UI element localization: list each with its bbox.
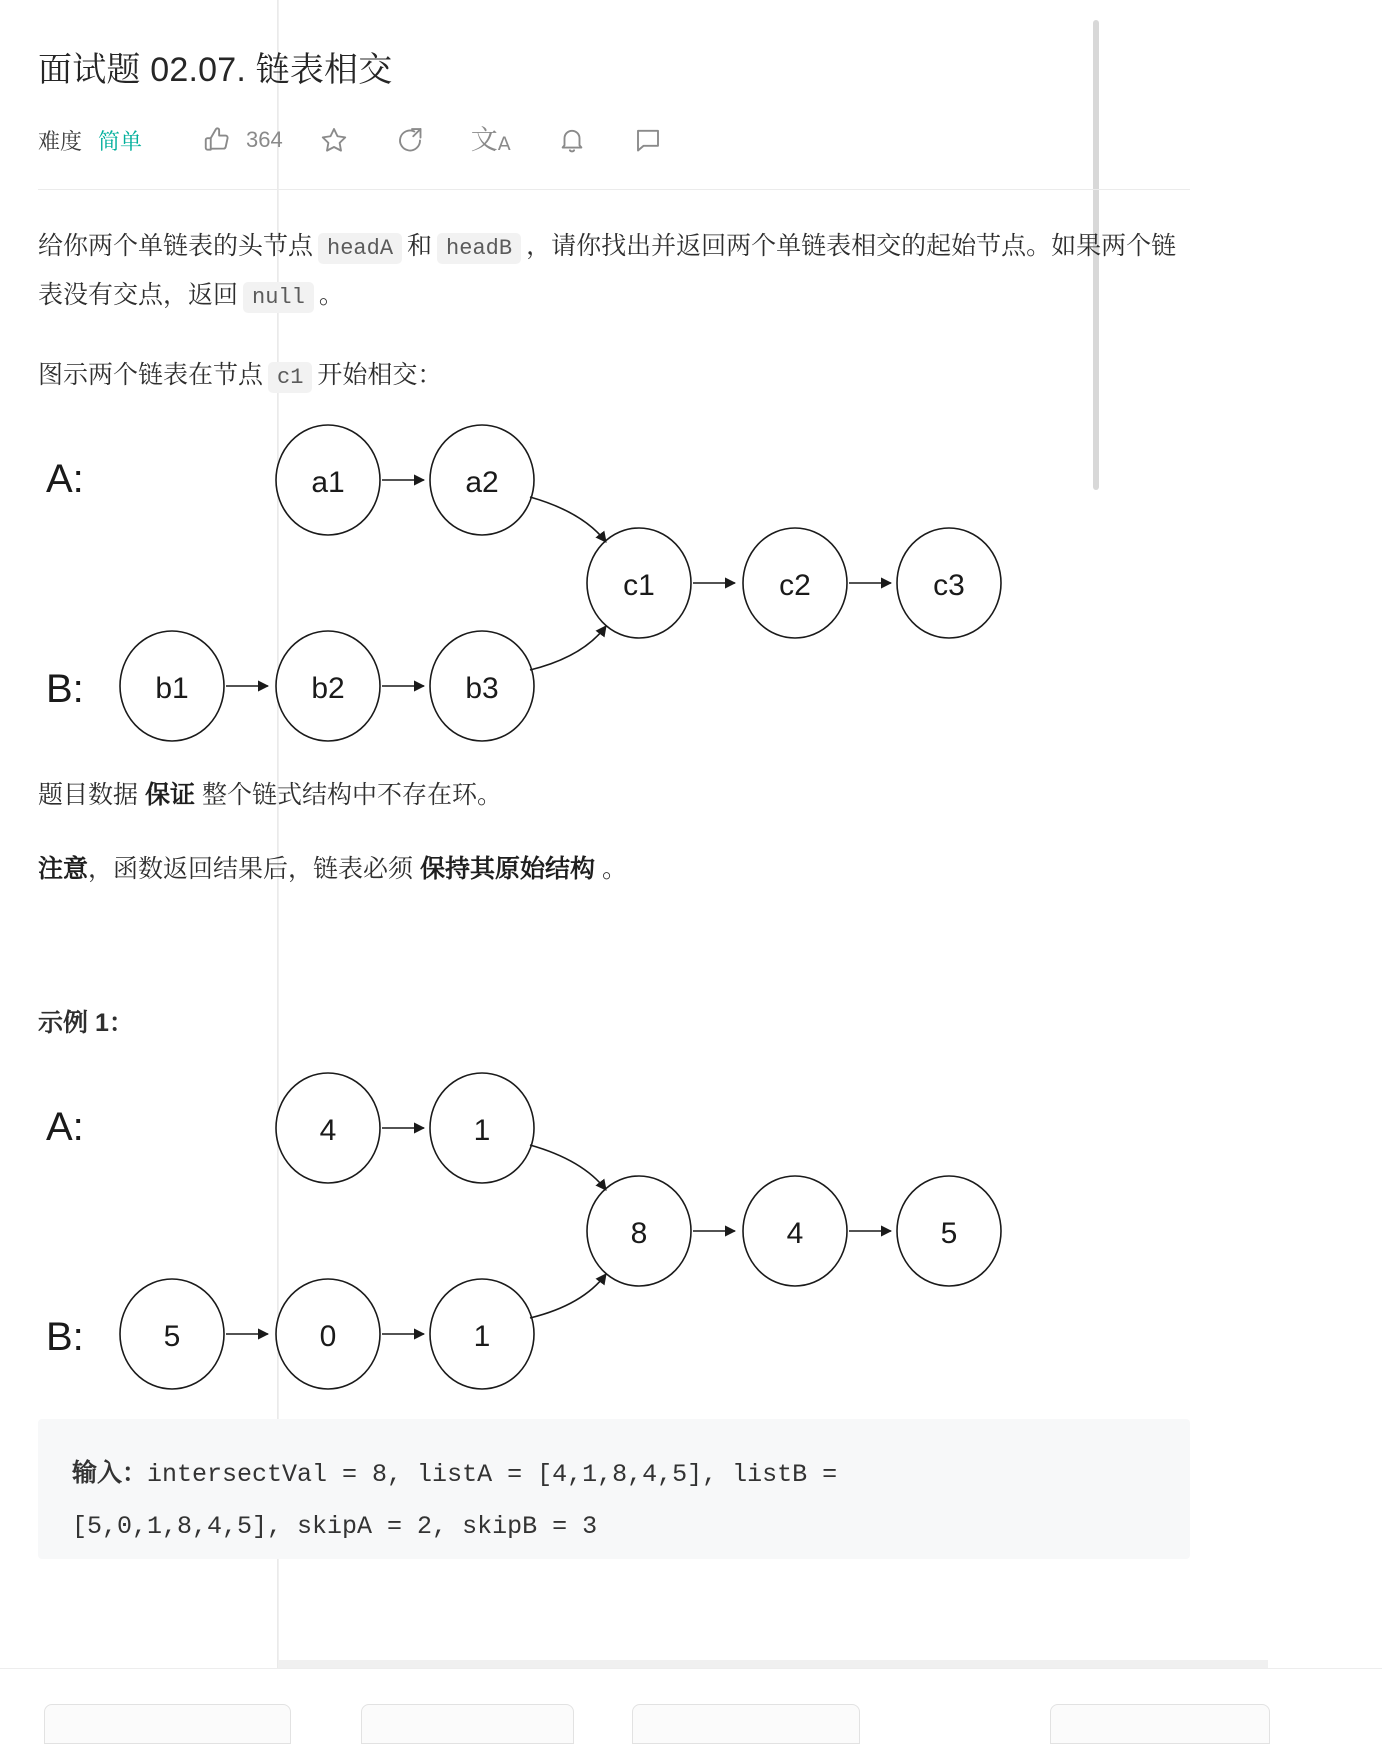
feedback-icon xyxy=(633,125,663,155)
bottom-tab-1[interactable] xyxy=(44,1704,291,1744)
svg-text:b2: b2 xyxy=(311,672,345,705)
difficulty-label: 难度 xyxy=(38,128,83,154)
guarantee-paragraph xyxy=(38,772,1198,819)
problem-meta-row xyxy=(38,118,709,162)
svg-text:8: 8 xyxy=(630,1217,648,1250)
svg-text:c2: c2 xyxy=(779,569,811,602)
like-count: 364 xyxy=(246,127,283,152)
bottom-tab-3[interactable] xyxy=(632,1704,860,1744)
note-seg-2: 。 xyxy=(601,855,627,883)
code-headA: headA xyxy=(318,233,402,264)
bottom-tab-2[interactable] xyxy=(361,1704,574,1744)
bottom-toolbar xyxy=(0,1668,1382,1713)
code-null: null xyxy=(243,282,314,313)
thumbs-up-icon xyxy=(202,125,232,155)
example-code-block xyxy=(38,1419,1190,1559)
diagram1-label-a: A: xyxy=(46,457,84,501)
linked-list-diagram-example xyxy=(38,1060,1018,1405)
diagram2-label-a: A: xyxy=(46,1105,84,1149)
star-icon xyxy=(319,125,349,155)
note-strong-1: 注意 xyxy=(38,855,89,883)
translate-icon: 文 xyxy=(470,124,498,156)
desc-seg-1: 给你两个单链表的头节点 xyxy=(38,232,314,260)
feedback-button[interactable] xyxy=(633,125,663,155)
svg-text:c1: c1 xyxy=(623,569,655,602)
svg-text:5: 5 xyxy=(940,1217,958,1250)
bottom-tab-4[interactable] xyxy=(1050,1704,1270,1744)
diagram2-label-b: B: xyxy=(46,1315,84,1359)
note-seg-1: ，函数返回结果后，链表必须 xyxy=(88,855,414,883)
guarantee-strong: 保证 xyxy=(144,781,195,809)
header-divider xyxy=(38,189,1190,190)
guarantee-seg-2: 整个链式结构中不存在环。 xyxy=(201,781,502,809)
svg-text:b1: b1 xyxy=(155,672,189,705)
code-headB: headB xyxy=(437,233,521,264)
desc-seg-4: 。 xyxy=(318,281,344,309)
svg-text:0: 0 xyxy=(319,1320,337,1353)
diagram-intro-paragraph xyxy=(38,352,1198,401)
diagram1-label-b: B: xyxy=(46,667,84,711)
page-title: 面试题 02.07. 链表相交 xyxy=(38,51,393,89)
svg-text:4: 4 xyxy=(786,1217,804,1250)
translate-button[interactable] xyxy=(470,124,511,156)
problem-description-paragraph xyxy=(38,223,1198,321)
svg-text:a2: a2 xyxy=(465,466,499,499)
code-line-2: [5,0,1,8,4,5], skipA = 2, skipB = 3 xyxy=(72,1512,598,1541)
code-line-1-rest: intersectVal = 8, listA = [4,1,8,4,5], listB = xyxy=(147,1460,838,1489)
desc-seg-2: 和 xyxy=(407,232,433,260)
svg-text:4: 4 xyxy=(319,1114,337,1147)
example-heading: 示例 1： xyxy=(38,1009,134,1037)
diagram-intro-seg-1: 图示两个链表在节点 xyxy=(38,361,264,389)
notification-button[interactable] xyxy=(557,125,587,155)
guarantee-seg-1: 题目数据 xyxy=(38,781,139,809)
svg-text:1: 1 xyxy=(473,1114,491,1147)
note-strong-2: 保持其原始结构 xyxy=(419,855,595,883)
svg-text:b3: b3 xyxy=(465,672,499,705)
diagram-intro-seg-2: 开始相交： xyxy=(317,361,443,389)
right-gutter xyxy=(1268,0,1382,1713)
desc-seg-3: ，请你找出并返回两个单链表相交的起始节点。如果两个链表没有交点，返回 xyxy=(38,232,1177,309)
code-c1: c1 xyxy=(268,362,312,393)
svg-text:c3: c3 xyxy=(933,569,965,602)
like-button[interactable] xyxy=(202,125,283,155)
share-icon xyxy=(395,125,425,155)
favorite-button[interactable] xyxy=(319,125,349,155)
difficulty-value[interactable]: 简单 xyxy=(98,128,143,154)
bell-icon xyxy=(557,125,587,155)
svg-text:5: 5 xyxy=(163,1320,181,1353)
svg-text:a1: a1 xyxy=(311,466,345,499)
linked-list-diagram-abstract xyxy=(38,412,1018,757)
translate-icon-sub: A xyxy=(497,132,511,155)
code-line-1 xyxy=(72,1447,1156,1501)
code-input-prefix: 输入： xyxy=(72,1459,148,1487)
svg-text:1: 1 xyxy=(473,1320,491,1353)
note-paragraph xyxy=(38,846,1198,893)
share-button[interactable] xyxy=(395,125,425,155)
